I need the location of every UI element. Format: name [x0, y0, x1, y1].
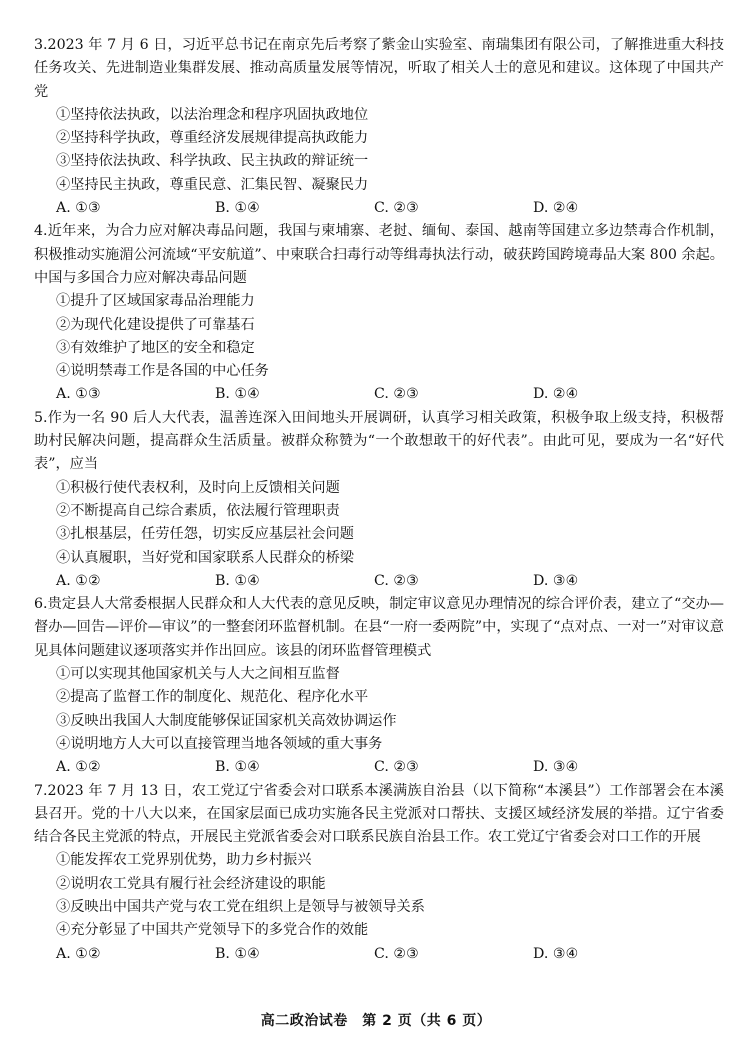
answer-c: C. ②③	[374, 200, 419, 217]
answer-b: B. ①④	[215, 200, 260, 217]
answer-d: D. ③④	[533, 945, 579, 962]
page-footer: 高二政治试卷 第 2 页（共 6 页）	[260, 1013, 492, 1029]
answer-a: A. ①②	[56, 759, 101, 776]
question-6	[34, 593, 724, 779]
option-1: ①能发挥农工党界别优势，助力乡村振兴	[56, 852, 312, 869]
answer-a: A. ①③	[56, 200, 101, 217]
option-3: ③反映出我国人大制度能够保证国家机关高效协调运作	[56, 712, 397, 729]
option-2: ②说明农工党具有履行社会经济建设的职能	[56, 875, 326, 892]
answer-c: C. ②③	[374, 386, 419, 403]
option-1: ①提升了区域国家毒品治理能力	[56, 293, 255, 310]
answer-choices	[34, 570, 724, 593]
question-number: 7.	[34, 782, 48, 799]
option-4: ④说明禁毒工作是各国的中心任务	[56, 363, 269, 380]
option-4: ④坚持民主执政，尊重民意、汇集民智、凝聚民力	[56, 176, 369, 193]
option-1: ①坚持依法执政，以法治理念和程序巩固执政地位	[56, 106, 369, 123]
answer-d: D. ②④	[533, 200, 579, 217]
option-3: ③坚持依法执政、科学执政、民主执政的辩证统一	[56, 153, 369, 170]
option-2: ②为现代化建设提供了可靠基石	[56, 316, 255, 333]
question-number: 6.	[34, 596, 48, 613]
question-stem: 2023 年 7 月 6 日，习近平总书记在南京先后考察了紫金山实验室、南瑞集团有限公司，了解推进重大科技任务攻关、先进制造业集群发展、推动高质量发展等情况，听取了相关人士的意见和建议。这体现了中国共产党	[34, 37, 724, 100]
answer-b: B. ①④	[215, 386, 260, 403]
question-stem: 作为一名 90 后人大代表，温善连深入田间地头开展调研，认真学习相关政策，积极争取上级支持，积极帮助村民解决问题，提高群众生活质量。被群众称赞为“一个敢想敢干的好代表”。由此可见，要成为一名“好代表”，应当	[34, 409, 724, 473]
answer-a: A. ①③	[56, 386, 101, 403]
question-number: 5.	[34, 409, 48, 426]
question-stem: 近年来，为合力应对解决毒品问题，我国与柬埔寨、老挝、缅甸、泰国、越南等国建立多边禁毒合作机制，积极推动实施湄公河流域“平安航道”、中柬联合扫毒行动等缉毒执法行动，破获跨国跨境毒品大案 800 余起。中国与多国合力应对解决毒品问题	[34, 223, 724, 286]
question-number: 4.	[34, 223, 48, 240]
option-4: ④说明地方人大可以直接管理当地各领域的重大事务	[56, 735, 383, 752]
answer-b: B. ①④	[215, 759, 260, 776]
question-5	[34, 407, 724, 593]
option-4: ④充分彰显了中国共产党领导下的多党合作的效能	[56, 922, 369, 939]
answer-choices	[34, 756, 724, 779]
question-stem: 2023 年 7 月 13 日，农工党辽宁省委会对口联系本溪满族自治县（以下简称“本溪县”）工作部署会在本溪县召开。党的十八大以来，在国家层面已成功实施各民主党派对口帮扶、支援区域经济发展的举措。辽宁省委结合各民主党派的特点，开展民主党派省委会对口联系民族自治县工作。农工党辽宁省委会对口工作的开展	[34, 782, 724, 846]
option-1: ①积极行使代表权利，及时向上反馈相关问题	[56, 479, 340, 496]
option-3: ③扎根基层，任劳任怨，切实反应基层社会问题	[56, 526, 354, 543]
answer-c: C. ②③	[374, 759, 419, 776]
answer-c: C. ②③	[374, 572, 419, 589]
answer-a: A. ①②	[56, 572, 101, 589]
question-list	[34, 34, 724, 966]
option-1: ①可以实现其他国家机关与人大之间相互监督	[56, 666, 340, 683]
option-4: ④认真履职，当好党和国家联系人民群众的桥梁	[56, 549, 354, 566]
question-4	[34, 220, 724, 406]
answer-d: D. ③④	[533, 572, 579, 589]
answer-d: D. ②④	[533, 386, 579, 403]
question-stem: 贵定县人大常委根据人民群众和人大代表的意见反映，制定审议意见办理情况的综合评价表，建立了“交办—督办—回告—评价—审议”的一整套闭环监督机制。在县“一府一委两院”中，实现了“点对点、一对一”对审议意见具体问题建议逐项落实并作出回应。该县的闭环监督管理模式	[34, 596, 724, 659]
question-7	[34, 780, 724, 966]
answer-c: C. ②③	[374, 945, 419, 962]
option-2: ②提高了监督工作的制度化、规范化、程序化水平	[56, 689, 369, 706]
option-2: ②不断提高自己综合素质，依法履行管理职责	[56, 502, 340, 519]
answer-choices	[34, 943, 724, 966]
answer-d: D. ③④	[533, 759, 579, 776]
option-3: ③反映出中国共产党与农工党在组织上是领导与被领导关系	[56, 898, 425, 915]
answer-b: B. ①④	[215, 572, 260, 589]
answer-a: A. ①②	[56, 945, 101, 962]
option-3: ③有效维护了地区的安全和稳定	[56, 339, 255, 356]
option-2: ②坚持科学执政，尊重经济发展规律提高执政能力	[56, 130, 369, 147]
answer-choices	[34, 197, 724, 220]
question-3	[34, 34, 724, 220]
answer-b: B. ①④	[215, 945, 260, 962]
answer-choices	[34, 383, 724, 406]
question-number: 3.	[34, 37, 48, 53]
